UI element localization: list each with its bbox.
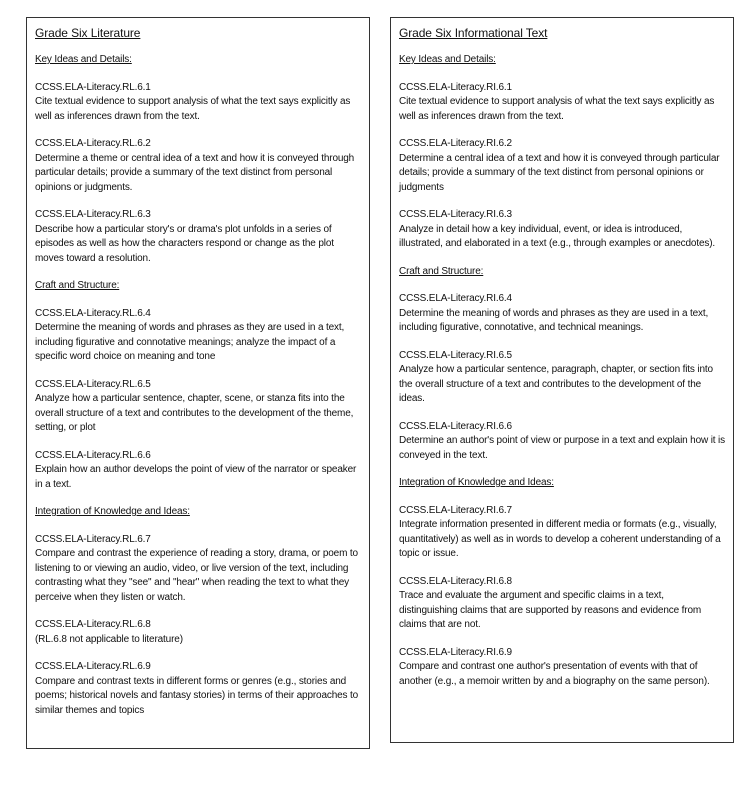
section-heading-key-ideas: Key Ideas and Details: bbox=[399, 54, 496, 65]
standard-ri-6-3 bbox=[399, 208, 725, 252]
standard-text: Integrate information presented in different media or formats (e.g., visually, quantitatively) as well as in words to develop a coherent understanding of a topic or issue. bbox=[399, 519, 721, 559]
standard-text: Determine the meaning of words and phrases as they are used in a text, including figurative, connotative, and technical meanings. bbox=[399, 307, 709, 333]
standard-rl-6-8 bbox=[35, 618, 361, 647]
standard-code: CCSS.ELA-Literacy.RL.6.3 bbox=[35, 209, 151, 220]
standard-code: CCSS.ELA-Literacy.RL.6.2 bbox=[35, 138, 151, 149]
standard-code: CCSS.ELA-Literacy.RI.6.2 bbox=[399, 138, 512, 149]
standard-text: Cite textual evidence to support analysis of what the text says explicitly as well as inferences drawn from the text. bbox=[35, 96, 351, 122]
standard-text: Analyze how a particular sentence, paragraph, chapter, or section fits into the overall structure of a text and contributes to the development of the ideas. bbox=[399, 364, 713, 404]
standard-ri-6-5 bbox=[399, 349, 725, 407]
standard-text: Analyze in detail how a key individual, event, or idea is introduced, illustrated, and elaborated in a text (e.g., through examples or anecdotes). bbox=[399, 223, 716, 249]
standard-code: CCSS.ELA-Literacy.RL.6.9 bbox=[35, 661, 151, 672]
informational-text-panel bbox=[390, 17, 734, 743]
section-heading-key-ideas: Key Ideas and Details: bbox=[35, 54, 132, 65]
standard-ri-6-4 bbox=[399, 292, 725, 336]
standard-ri-6-7 bbox=[399, 504, 725, 562]
standard-text: Describe how a particular story's or drama's plot unfolds in a series of episodes as well as how the characters respond or change as the plot moves toward a resolution. bbox=[35, 223, 334, 264]
standard-text: Analyze how a particular sentence, chapter, scene, or stanza fits into the overall structure of a text and contributes to the development of the theme, setting, or plot bbox=[35, 393, 354, 433]
standard-ri-6-9 bbox=[399, 646, 725, 690]
section-heading-integration: Integration of Knowledge and Ideas: bbox=[35, 506, 190, 517]
standard-text: Trace and evaluate the argument and specific claims in a text, distinguishing claims that are supported by reasons and evidence from claims that are not. bbox=[399, 590, 702, 630]
standard-text: Compare and contrast one author's presentation of events with that of another (e.g., a memoir written by and a biography on the same person). bbox=[399, 661, 710, 687]
standard-ri-6-8 bbox=[399, 575, 725, 633]
standard-rl-6-6 bbox=[35, 449, 361, 493]
informational-title: Grade Six Informational Text bbox=[399, 26, 548, 40]
section-heading-craft-structure: Craft and Structure: bbox=[35, 280, 120, 291]
standard-code: CCSS.ELA-Literacy.RI.6.3 bbox=[399, 209, 512, 220]
standard-rl-6-9 bbox=[35, 660, 361, 718]
literature-title: Grade Six Literature bbox=[35, 26, 141, 40]
standard-rl-6-1 bbox=[35, 81, 361, 125]
standard-text: Cite textual evidence to support analysis of what the text says explicitly as well as inferences drawn from the text. bbox=[399, 96, 715, 122]
standard-code: CCSS.ELA-Literacy.RL.6.8 bbox=[35, 619, 151, 630]
standard-rl-6-3 bbox=[35, 208, 361, 266]
standard-code: CCSS.ELA-Literacy.RL.6.6 bbox=[35, 449, 151, 461]
standard-text: Determine a theme or central idea of a text and how it is conveyed through particular details; provide a summary of the text distinct from personal opinions or judgments. bbox=[35, 152, 355, 193]
standard-code: CCSS.ELA-Literacy.RI.6.6 bbox=[399, 420, 512, 432]
standard-code: CCSS.ELA-Literacy.RL.6.4 bbox=[35, 307, 151, 319]
standard-text: Compare and contrast the experience of reading a story, drama, or poem to listening to or viewing an audio, video, or live version of the text, including contrasting what they "see" and "hear" when reading the text to what they perceive when they listen or watch. bbox=[35, 548, 358, 603]
standard-ri-6-1 bbox=[399, 81, 725, 125]
standard-rl-6-4 bbox=[35, 307, 361, 365]
standard-code: CCSS.ELA-Literacy.RL.6.7 bbox=[35, 533, 151, 545]
standard-text: Determine the meaning of words and phrases as they are used in a text, including figurative and connotative meanings; analyze the impact of a specific word choice on meaning and tone bbox=[35, 322, 345, 362]
standard-rl-6-5 bbox=[35, 378, 361, 436]
standard-text: (RL.6.8 not applicable to literature) bbox=[35, 633, 183, 645]
standard-rl-6-2 bbox=[35, 137, 361, 195]
standard-rl-6-7 bbox=[35, 533, 361, 606]
standard-text: Explain how an author develops the point of view of the narrator or speaker in a text. bbox=[35, 464, 357, 490]
standard-ri-6-2 bbox=[399, 137, 725, 195]
standard-code: CCSS.ELA-Literacy.RL.6.1 bbox=[35, 81, 151, 93]
standard-code: CCSS.ELA-Literacy.RL.6.5 bbox=[35, 378, 151, 390]
standard-code: CCSS.ELA-Literacy.RI.6.8 bbox=[399, 575, 512, 587]
standard-text: Determine a central idea of a text and how it is conveyed through particular details; provide a summary of the text distinct from personal opinions or judgments bbox=[399, 152, 720, 193]
literature-panel bbox=[26, 17, 370, 749]
standard-text: Compare and contrast texts in different forms or genres (e.g., stories and poems; historical novels and fantasy stories) in terms of their approaches to similar themes and topics bbox=[35, 675, 359, 716]
section-heading-craft-structure: Craft and Structure: bbox=[399, 265, 484, 277]
standard-code: CCSS.ELA-Literacy.RI.6.7 bbox=[399, 504, 512, 516]
standard-code: CCSS.ELA-Literacy.RI.6.4 bbox=[399, 293, 512, 304]
section-heading-integration: Integration of Knowledge and Ideas: bbox=[399, 477, 554, 488]
standard-text: Determine an author's point of view or purpose in a text and explain how it is conveyed in the text. bbox=[399, 435, 725, 461]
standard-code: CCSS.ELA-Literacy.RI.6.5 bbox=[399, 349, 512, 361]
standard-code: CCSS.ELA-Literacy.RI.6.1 bbox=[399, 81, 512, 93]
standard-code: CCSS.ELA-Literacy.RI.6.9 bbox=[399, 646, 512, 658]
standard-ri-6-6 bbox=[399, 420, 725, 464]
